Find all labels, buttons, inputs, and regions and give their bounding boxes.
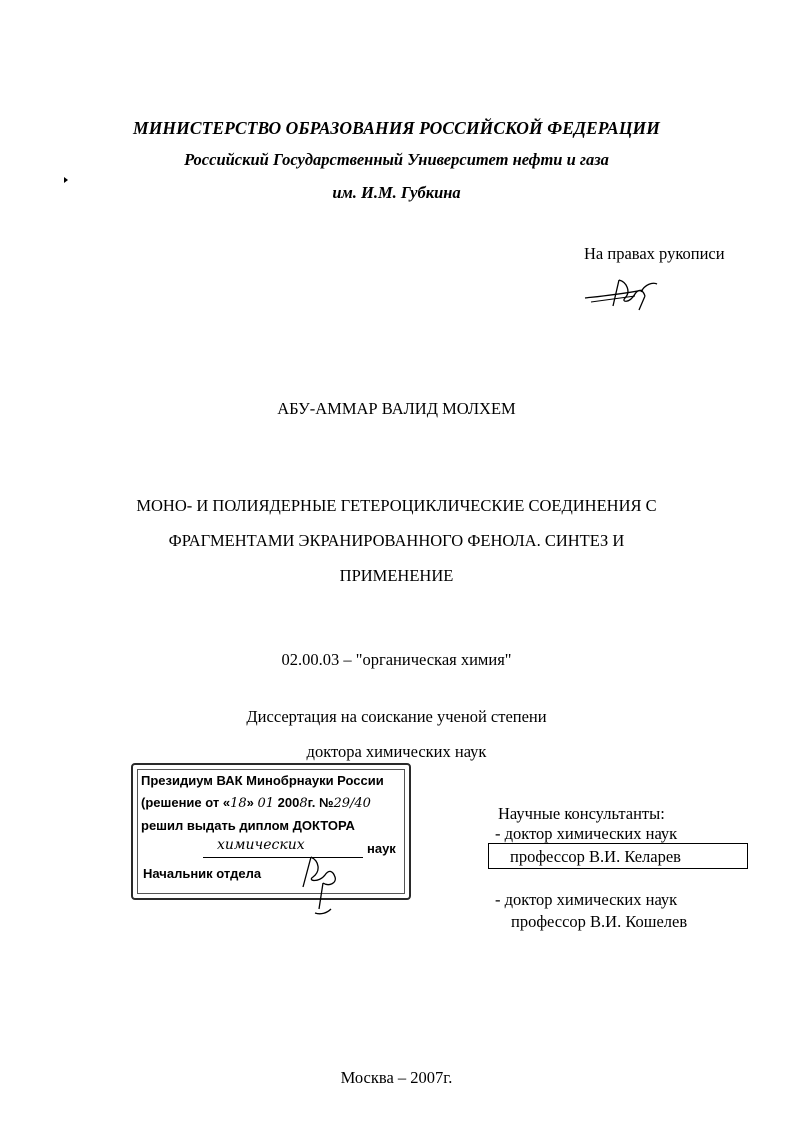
dissertation-title — [0, 488, 793, 593]
specialty-code: 02.00.03 – "органическая химия" — [281, 650, 512, 669]
degree-statement: Диссертация на соискание ученой степени — [246, 707, 547, 726]
stamp-line-decision — [141, 795, 371, 811]
stamp-year-prefix: 200 — [274, 795, 300, 810]
title-line: МОНО- И ПОЛИЯДЕРНЫЕ ГЕТЕРОЦИКЛИЧЕСКИЕ СОЕДИНЕНИЯ С — [136, 496, 657, 515]
degree-name: доктора химических наук — [306, 742, 487, 761]
title-line: ФРАГМЕНТАМИ ЭКРАНИРОВАННОГО ФЕНОЛА. СИНТЕЗ И — [168, 531, 625, 550]
stamp-decision-prefix: (решение от « — [141, 795, 231, 810]
university-named-after: им. И.М. Губкина — [332, 183, 461, 202]
title-line: ПРИМЕНЕНИЕ — [339, 566, 454, 585]
stamp-day: 18 — [230, 796, 247, 811]
stamp-year-digit: 8 — [299, 796, 308, 811]
stamp-sep: » — [246, 795, 258, 810]
author-signature — [583, 270, 663, 312]
city-year: Москва – 2007г. — [340, 1068, 453, 1087]
consultant-1-degree: - доктор химических наук — [495, 824, 678, 843]
stamp-number: 29/40 — [333, 796, 371, 811]
consultants-heading: Научные консультанты: — [498, 804, 665, 823]
consultant-2-degree: - доктор химических наук — [495, 890, 678, 909]
stamp-number-label: г. № — [307, 795, 334, 810]
consultant-1-name: профессор В.И. Келарев — [510, 847, 681, 866]
university-name: Российский Государственный Университет нефти и газа — [184, 150, 609, 169]
stamp-line-head: Начальник отдела — [143, 866, 262, 881]
stamp-science-suffix: наук — [367, 841, 396, 856]
author-name: АБУ-АММАР ВАЛИД МОЛХЕМ — [277, 399, 516, 418]
stamp-line-award: решил выдать диплом ДОКТОРА — [141, 818, 355, 833]
stamp-signature — [293, 853, 353, 923]
stamp-month: 01 — [257, 796, 275, 811]
consultant-2-name: профессор В.И. Кошелев — [511, 912, 688, 931]
stamp-line-presidium: Президиум ВАК Минобрнауки России — [141, 773, 384, 788]
manuscript-rights: На правах рукописи — [584, 244, 725, 263]
ministry-heading: МИНИСТЕРСТВО ОБРАЗОВАНИЯ РОССИЙСКОЙ ФЕДЕРАЦИИ — [133, 118, 660, 138]
vak-stamp — [131, 763, 411, 900]
stamp-field-handwritten: химических — [217, 837, 305, 853]
